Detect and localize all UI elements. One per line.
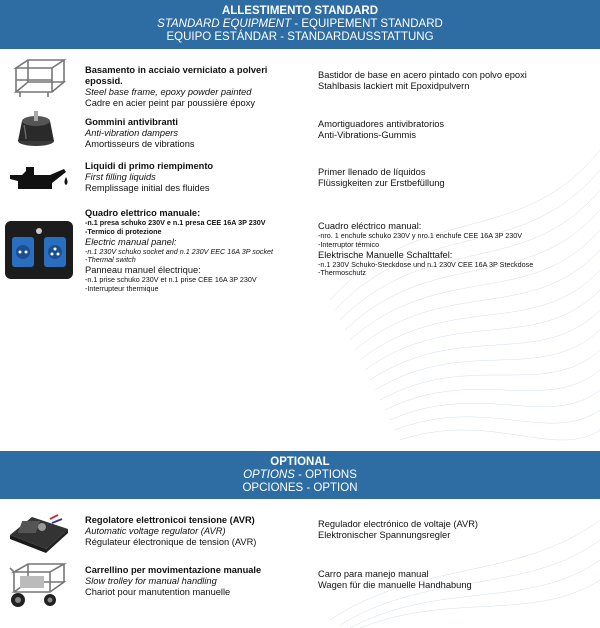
optional-title: OPTIONAL: [270, 456, 330, 468]
avr-text-es: Regulador electrónico de voltaje (AVR): [318, 519, 479, 529]
frame-text-es: Bastidor de base en acero pintado con polvo epoxi: [318, 70, 527, 80]
item-anti-vibration: [0, 107, 600, 157]
panel-en-line1: -n.1 230V schuko socket and n.1 230V EEC 16A 3P socket: [85, 246, 274, 256]
frame-text-fr: Cadre en acier peint par poussière époxy: [85, 98, 256, 108]
panel-it-line2: -Termico di protezione: [85, 226, 162, 236]
trolley-text-en: Slow trolley for manual handling: [85, 576, 217, 586]
liquids-text-en: First filling liquids: [85, 172, 156, 182]
panel-title-de: Elektrische Manuelle Schalttafel:: [318, 249, 453, 260]
liquids-text-es: Primer llenado de líquidos: [318, 167, 426, 177]
electric-panel-icon: [4, 219, 74, 283]
frame-text-en: Steel base frame, epoxy powder painted: [85, 87, 252, 97]
liquids-text-it: Liquidi di primo riempimento: [85, 161, 214, 171]
panel-fr-line1: -n.1 prise schuko 230V et n.1 prise CEE 16A 3P 230V: [85, 275, 257, 285]
avr-text-de: Elektronischer Spannungsregler: [318, 530, 451, 540]
panel-title-fr: Panneau manuel électrique:: [85, 265, 201, 276]
damper-text-it: Gommini antivibranti: [85, 117, 178, 127]
frame-text-it: Basamento in acciaio verniciato a polveri epossid.: [85, 65, 268, 86]
standard-equipment-header: [0, 0, 600, 49]
avr-text-it: Regolatore elettronicoi tensione (AVR): [85, 515, 255, 525]
steel-frame-icon: [6, 52, 72, 102]
item-steel-frame: [0, 52, 600, 107]
panel-de-line2: -Thermoschutz: [318, 268, 366, 278]
optional-subtitle-es-de: OPCIONES - OPTION: [242, 482, 358, 494]
item-electric-panel: [0, 207, 600, 302]
anti-vibration-damper-icon: [6, 107, 72, 153]
panel-title-en: Electric manual panel:: [85, 236, 177, 247]
optional-subtitle-en-fr: OPTIONS - OPTIONS: [243, 469, 357, 481]
trolley-text-de: Wagen für die manuelle Handhabung: [318, 580, 472, 590]
panel-es-line2: -Interruptor térmico: [318, 239, 380, 249]
panel-en-line2: -Thermal switch: [85, 255, 136, 265]
damper-text-fr: Amortisseurs de vibrations: [85, 139, 195, 149]
standard-subtitle-es-de: EQUIPO ESTÁNDAR - STANDARDAUSSTATTUNG: [166, 31, 434, 43]
standard-subtitle-en-fr: STANDARD EQUIPMENT - EQUIPEMENT STANDARD: [157, 18, 443, 30]
oil-can-icon: [6, 161, 72, 201]
panel-it-line1: -n.1 presa schuko 230V e n.1 presa CEE 16A 3P 230V: [85, 218, 266, 227]
item-voltage-regulator: [0, 503, 600, 555]
liquids-text-de: Flüssigkeiten zur Erstbefüllung: [318, 178, 445, 188]
panel-title-es: Cuadro eléctrico manual:: [318, 221, 422, 231]
avr-text-fr: Régulateur électronique de tension (AVR): [85, 537, 257, 547]
panel-es-line1: -nro. 1 enchufe schuko 230V y nro.1 enchufe CEE 16A 3P 230V: [318, 231, 523, 240]
trolley-text-it: Carrellino per movimentazione manuale: [85, 565, 262, 575]
frame-text-de: Stahlbasis lackiert mit Epoxidpulvern: [318, 81, 470, 91]
trolley-icon: [6, 558, 72, 610]
panel-title-it: Quadro elettrico manuale:: [85, 208, 201, 218]
panel-fr-line2: -Interrupteur thermique: [85, 283, 159, 293]
panel-de-line1: -n.1 230V Schuko-Steckdose und n.1 230V CEE 16A 3P Steckdose: [318, 259, 534, 269]
trolley-text-fr: Chariot pour manutention manuelle: [85, 587, 231, 597]
avr-text-en: Automatic voltage regulator (AVR): [85, 526, 226, 536]
voltage-regulator-icon: [6, 505, 72, 553]
item-first-filling: [0, 157, 600, 207]
damper-text-en: Anti-vibration dampers: [85, 128, 179, 138]
optional-header: [0, 451, 600, 499]
liquids-text-fr: Remplissage initial des fluides: [85, 183, 210, 193]
damper-text-es: Amortiguadores antivibratorios: [318, 119, 445, 129]
trolley-text-es: Carro para manejo manual: [318, 569, 429, 579]
standard-title: ALLESTIMENTO STANDARD: [221, 5, 379, 17]
item-trolley: [0, 556, 600, 616]
damper-text-de: Anti-Vibrations-Gummis: [318, 130, 416, 140]
